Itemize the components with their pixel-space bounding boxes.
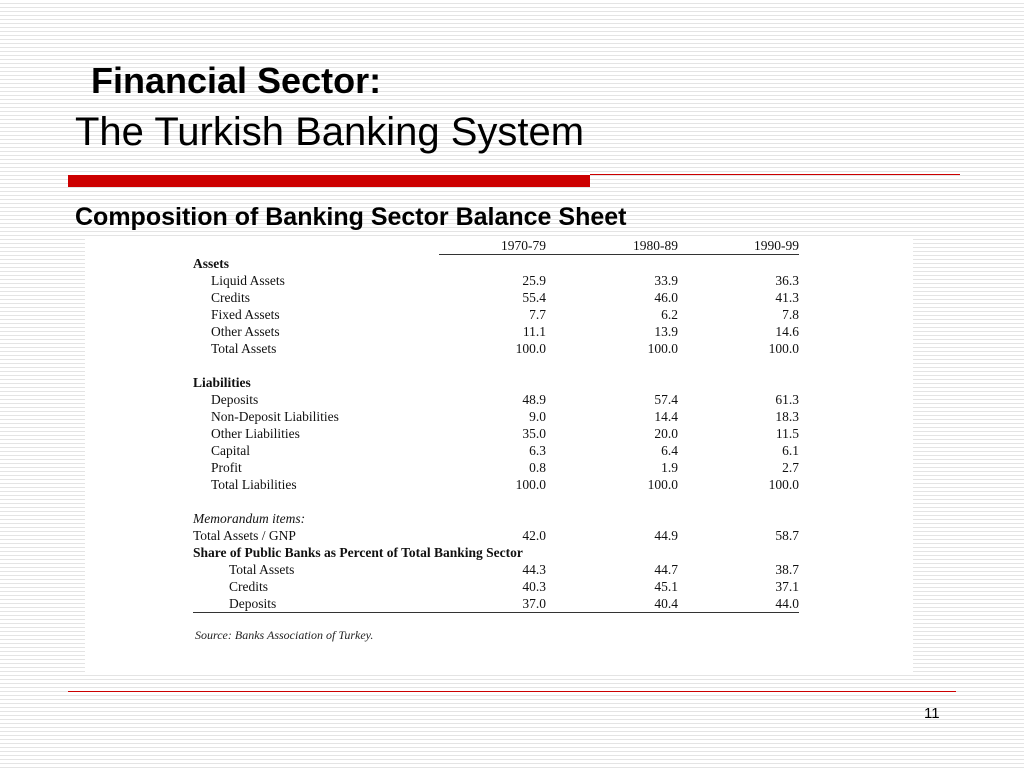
table-row: Capital 6.3 6.4 6.1 [211,443,799,458]
table-row: Fixed Assets 7.7 6.2 7.8 [211,307,799,322]
spacer-row [193,357,799,374]
table-row: Total Liabilities 100.0 100.0 100.0 [211,477,799,492]
table-source-note: Source: Banks Association of Turkey. [195,628,374,642]
table-row: Total Assets 100.0 100.0 100.0 [211,341,799,356]
table-row: Other Assets 11.1 13.9 14.6 [211,324,799,339]
table-row: Credits 40.3 45.1 37.1 [229,579,799,594]
table-row: Non-Deposit Liabilities 9.0 14.4 18.3 [211,409,799,424]
table-row: Total Assets 44.3 44.7 38.7 [229,562,799,577]
table-row: Other Liabilities 35.0 20.0 11.5 [211,426,799,441]
page-number: 11 [924,705,940,722]
column-header: 1990-99 [678,238,799,255]
table-row: Credits 55.4 46.0 41.3 [211,290,799,305]
accent-rule [590,174,960,175]
table-row: Deposits 48.9 57.4 61.3 [211,392,799,407]
accent-bar [68,175,590,187]
balance-sheet-table [193,238,799,613]
section-header-assets: Assets [193,256,229,271]
table-heading: Composition of Banking Sector Balance Sheet [75,203,627,231]
footer-rule [68,691,956,692]
column-header: 1980-89 [546,238,678,255]
section-header-liabilities: Liabilities [193,375,251,390]
slide-title: Financial Sector: [91,60,382,101]
table-header-row [193,238,799,255]
table-row: Total Assets / GNP 42.0 44.9 58.7 [193,528,799,543]
slide-subtitle: The Turkish Banking System [75,110,585,154]
section-header-public-share: Share of Public Banks as Percent of Total Banking Sector [193,545,523,560]
section-header-memorandum: Memorandum items: [193,511,306,526]
column-header: 1970-79 [439,238,546,255]
table-row: Deposits 37.0 40.4 44.0 [193,595,799,613]
table-row: Profit 0.8 1.9 2.7 [211,460,799,475]
table-row: Liquid Assets 25.9 33.9 36.3 [211,273,799,288]
spacer-row [193,493,799,510]
balance-sheet-panel [85,236,913,672]
